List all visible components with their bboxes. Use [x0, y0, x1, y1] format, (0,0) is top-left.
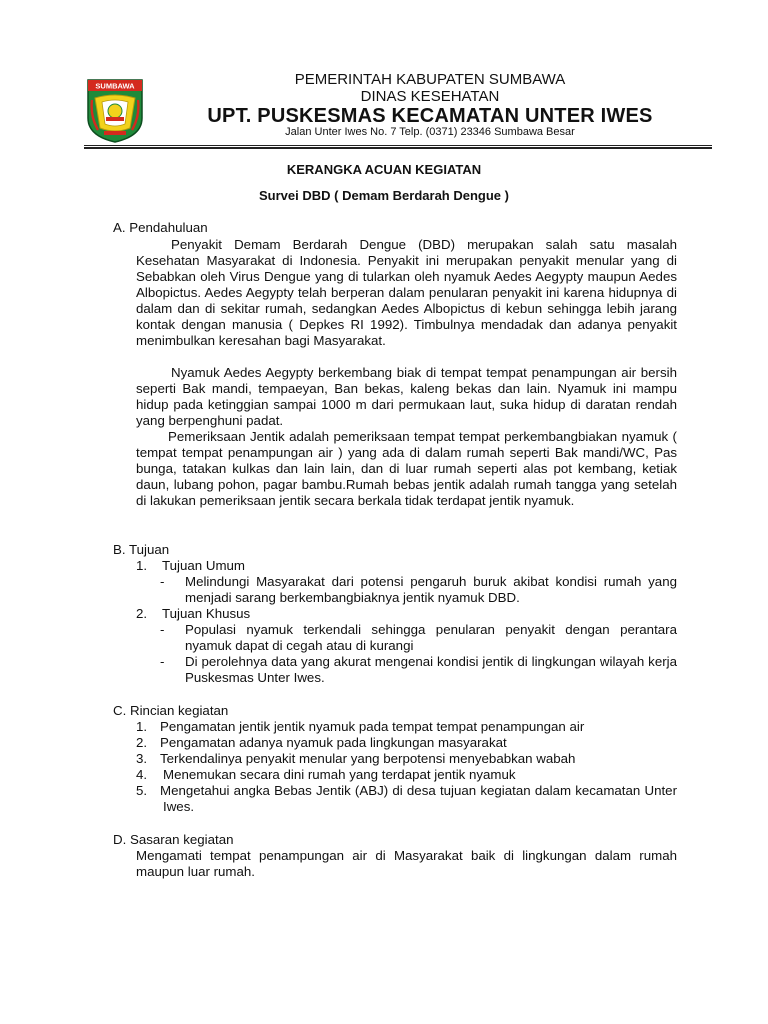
- section-a-paragraph-1: Penyakit Demam Berdarah Dengue (DBD) merupakan salah satu masalah Kesehatan Masyarakat di Indonesia. Penyakit ini merupakan penyakit menular yang di Sebabkan oleh Virus Dengue yang di tularkan oleh nyamuk Aedes Aegypty maupun Aedes Albopictus. Aedes Aegypty telah berperan dalam penularan penyakit ini karena hidupnya di dalam dan di sekitar rumah, sedangkan Aedes Albopictus di kebun sehingga lebih jarang kontak dengan manusia ( Depkes RI 1992). Timbulnya mendadak dan adanya penyakit menimbulkan keresahan bagi Masyarakat.: [136, 237, 677, 348]
- list-item: [160, 574, 677, 606]
- dash-bullet: -: [160, 574, 165, 589]
- dash-bullet: -: [160, 654, 165, 669]
- list-item-text: Pengamatan jentik jentik nyamuk pada tempat tempat penampungan air: [160, 719, 585, 734]
- list-item: [160, 654, 677, 686]
- header-address: Jalan Unter Iwes No. 7 Telp. (0371) 23346 Sumbawa Besar: [285, 126, 575, 138]
- section-b-heading: B. Tujuan: [113, 542, 170, 557]
- list-number: 4.: [136, 767, 148, 782]
- document-subtitle: Survei DBD ( Demam Berdarah Dengue ): [259, 188, 509, 203]
- section-c-heading: C. Rincian kegiatan: [113, 703, 229, 718]
- tujuan-umum-list: [160, 574, 677, 606]
- list-item: [136, 767, 677, 783]
- tujuan-umum-label: Tujuan Umum: [162, 558, 246, 573]
- section-a-heading: A. Pendahuluan: [113, 220, 208, 235]
- header-government: PEMERINTAH KABUPATEN SUMBAWA: [294, 71, 566, 88]
- logo-label: SUMBAWA: [95, 81, 135, 91]
- sumbawa-regency-logo: [84, 78, 146, 144]
- dash-bullet: -: [160, 622, 165, 637]
- section-a-paragraph-2: Nyamuk Aedes Aegypty berkembang biak di tempat tempat penampungan air bersih seperti Bak mandi, tempaeyan, Ban bekas, kaleng bekas dan lain. Nyamuk ini mampu hidup pada ketinggian sampai 1000 m dari permukaan laut, suka hidup di daratan rendah yang berpenghuni padat.: [136, 365, 677, 428]
- list-item: [136, 735, 677, 751]
- list-item-text: Populasi nyamuk terkendali sehingga penularan penyakit dengan perantara nyamuk dapat di cegah atau di kurangi: [185, 622, 677, 653]
- list-number: 2.: [136, 735, 148, 750]
- list-item-text: Pengamatan adanya nyamuk pada lingkungan masyarakat: [160, 735, 507, 750]
- list-number: 1.: [136, 719, 148, 734]
- list-item-text: Mengetahui angka Bebas Jentik (ABJ) di desa tujuan kegiatan dalam kecamatan Unter Iwes.: [160, 783, 677, 814]
- list-item: [136, 783, 677, 815]
- list-item-text: Melindungi Masyarakat dari potensi pengaruh buruk akibat kondisi rumah yang menjadi sarang berkembangbiaknya jentik nyamuk DBD.: [185, 574, 677, 605]
- header-divider-thin: [84, 145, 712, 146]
- list-item: [160, 622, 677, 654]
- tujuan-umum-number: 1.: [136, 558, 148, 573]
- list-item-text: Di perolehnya data yang akurat mengenai kondisi jentik di lingkungan wilayah kerja Puskesmas Unter Iwes.: [185, 654, 677, 685]
- list-item: [136, 751, 677, 767]
- section-d-heading: D. Sasaran kegiatan: [113, 832, 234, 847]
- list-item-text: Terkendalinya penyakit menular yang berpotensi menyebabkan wabah: [160, 751, 576, 766]
- list-item: [136, 719, 677, 735]
- section-d-text: Mengamati tempat penampungan air di Masyarakat baik di lingkungan dalam rumah maupun luar rumah.: [136, 848, 677, 879]
- header-institution: UPT. PUSKESMAS KECAMATAN UNTER IWES: [207, 105, 653, 127]
- list-number: 3.: [136, 751, 148, 766]
- document-title: KERANGKA ACUAN KEGIATAN: [286, 162, 482, 177]
- header-divider-thick: [84, 147, 712, 149]
- header-department: DINAS KESEHATAN: [360, 88, 500, 105]
- tujuan-khusus-label: Tujuan Khusus: [162, 606, 251, 621]
- section-a-paragraph-3: Pemeriksaan Jentik adalah pemeriksaan tempat tempat perkembangbiakan nyamuk ( tempat tempat penampungan air ) yang ada di dalam rumah seperti Bak mandi/WC, Pas bunga, tatakan kulkas dan lain lain, dan di luar rumah seperti alas pot kembang, ketiak daun, lubang pohon, pagar bambu.Rumah bebas jentik adalah rumah tangga yang setelah di lakukan pemeriksaan jentik secara berkala tidak terdapat jentik nyamuk.: [136, 429, 677, 508]
- list-item-text: Menemukan secara dini rumah yang terdapat jentik nyamuk: [163, 767, 516, 782]
- list-number: 5.: [136, 783, 148, 798]
- rincian-kegiatan-list: [136, 719, 677, 815]
- tujuan-khusus-list: [160, 622, 677, 686]
- tujuan-khusus-number: 2.: [136, 606, 148, 621]
